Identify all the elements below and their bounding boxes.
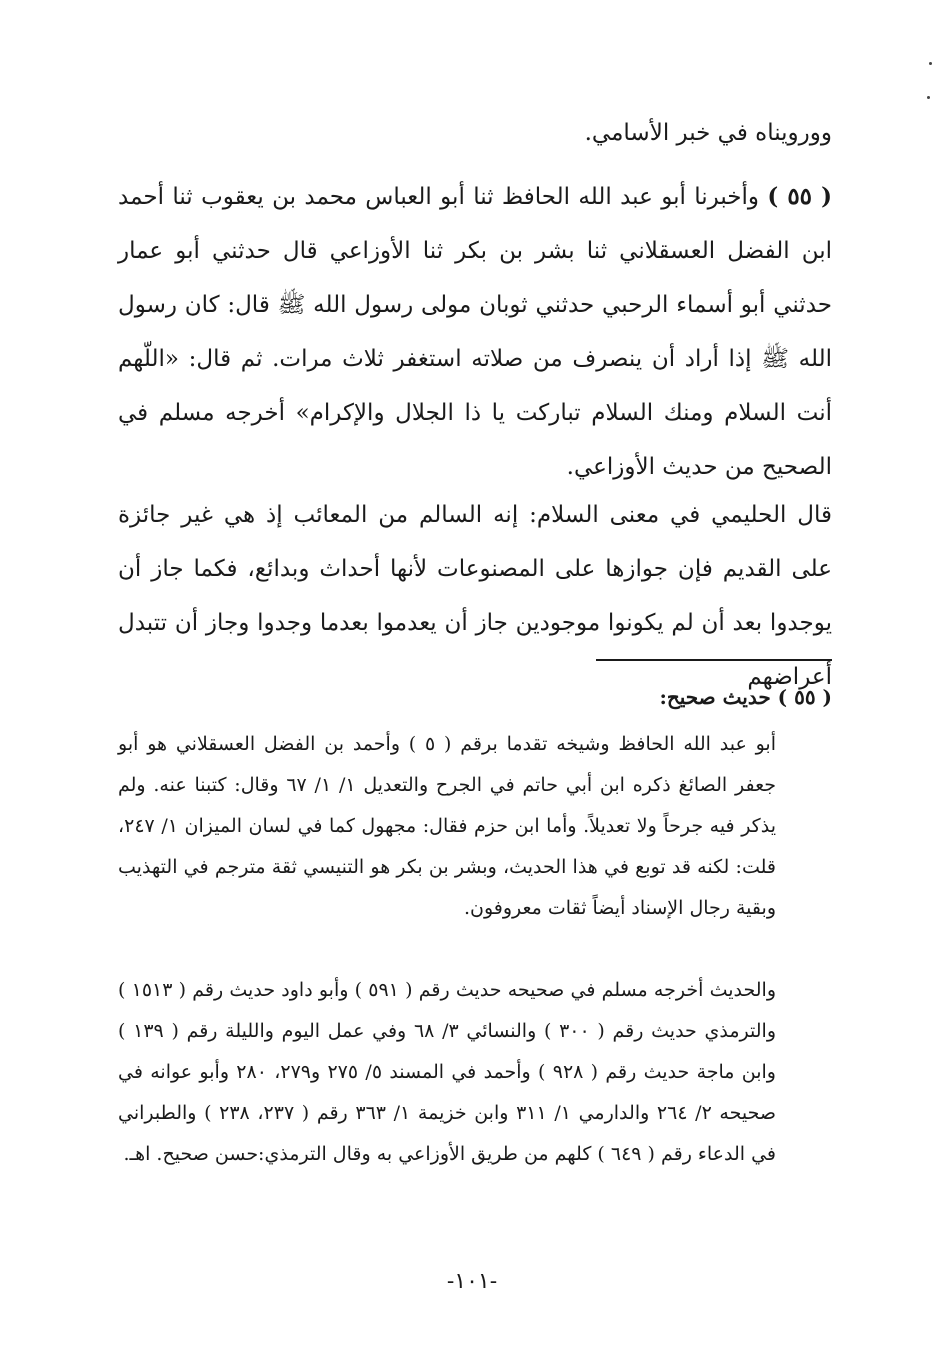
scan-speck bbox=[927, 96, 930, 99]
footnote-paragraph-1-text: أبو عبد الله الحافظ وشيخه تقدما برقم ( ٥ ) وأحمد بن الفضل العسقلاني هو أبو جعفر الصائغ ذكره ابن أبي حاتم في الجرح والتعديل ١/ ١/ ٦٧ وقال: كتبنا عنه. ولم يذكر فيه جرحاً ولا تعديلاً. وأما ابن حزم فقال: مجهول كما في لسان الميزان ١/ ٢٤٧، قلت: لكنه قد توبع في هذا الحديث، وبشر بن بكر هو التنيسي ثقة مترجم في التهذيب وبقية رجال الإسناد أيضاً ثقات معروفون. bbox=[118, 733, 776, 919]
footnote-heading: ( ٥٥ ) حديث صحيح: bbox=[659, 685, 832, 709]
footnote-paragraph-1 bbox=[118, 724, 776, 929]
footnote-paragraph-2 bbox=[118, 970, 776, 1175]
main-paragraph-1 bbox=[118, 106, 832, 160]
scan-speck bbox=[929, 62, 932, 65]
main-paragraph-1-text: وورويناه في خبر الأسامي. bbox=[584, 120, 832, 146]
main-paragraph-2 bbox=[118, 170, 832, 494]
main-paragraph-3 bbox=[118, 488, 832, 704]
main-paragraph-2-text: وأخبرنا أبو عبد الله الحافظ ثنا أبو العباس محمد بن يعقوب ثنا أحمد ابن الفضل العسقلاني ثنا بشر بن بكر ثنا الأوزاعي قال حدثني أبو عمار حدثني أبو أسماء الرحبي حدثني ثوبان مولى رسول الله ﷺ قال: كان رسول الله ﷺ إذا أراد أن ينصرف من صلاته استغفر ثلاث مرات. ثم قال: «اللّهم أنت السلام ومنك السلام تباركت يا ذا الجلال والإكرام» أخرجه مسلم في الصحيح من حديث الأوزاعي. bbox=[118, 184, 832, 480]
footnote-paragraph-2-text: والحديث أخرجه مسلم في صحيحه حديث رقم ( ٥٩١ ) وأبو داود حديث رقم ( ١٥١٣ ) والترمذي حديث رقم ( ٣٠٠ ) والنسائي ٣/ ٦٨ وفي عمل اليوم والليلة رقم ( ١٣٩ ) وابن ماجة حديث رقم ( ٩٢٨ ) وأحمد في المسند ٥/ ٢٧٥ و٢٧٩، ٢٨٠ وأبو عوانه في صحيحه ٢/ ٢٦٤ والدارمي ١/ ٣١١ وابن خزيمة ١/ ٣٦٣ رقم ( ٢٣٧، ٢٣٨ ) والطبراني في الدعاء رقم ( ٦٤٩ ) كلهم من طريق الأوزاعي به وقال الترمذي:حسن صحيح. اهـ. bbox=[118, 979, 777, 1165]
footnote-divider bbox=[596, 659, 832, 661]
hadith-number: ( ٥٥ ) bbox=[767, 183, 832, 210]
main-paragraph-3-text: قال الحليمي في معنى السلام: إنه السالم من المعائب إذ هي غير جائزة على القديم فإن جوازها على المصنوعات لأنها أحداث وبدائع، فكما جاز أن يوجدوا بعد أن لم يكونوا موجودين جاز أن يعدموا بعدما وجدوا وجاز أن تتبدل أعراضهم bbox=[118, 502, 832, 690]
page-number: -١٠١- bbox=[446, 1269, 498, 1294]
